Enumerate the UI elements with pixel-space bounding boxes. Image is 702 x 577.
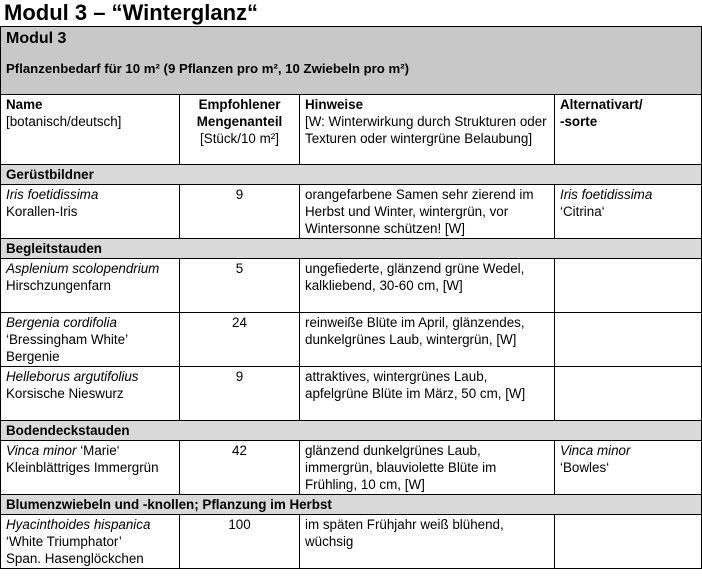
cell-alt [555,441,702,495]
page-title: Modul 3 – “Winterglanz“ [4,0,259,25]
botanical-with-cultivar [6,442,174,459]
header-qty-title-1: Empfohlener [198,97,281,112]
requirement-text: Pflanzenbedarf für 10 m² (9 Pflanzen pro m², 10 Zwiebeln pro m²) [6,61,410,76]
header-qty-title-2: Mengenanteil [196,114,283,129]
section-row [1,239,702,259]
section-title: Gerüstbildner [1,165,702,185]
cell-name [1,259,180,313]
botanical-name: Iris foetidissima [6,187,99,202]
cell-notes: glänzend dunkelgrünes Laub, immergrün, blauviolette Blüte im Frühling, 10 cm, [W] [300,441,555,495]
cultivar-name: ‘White Triumphator’ [6,534,122,549]
header-alt-title-1: Alternativart/ [560,97,643,112]
german-name: Hirschzungenfarn [6,278,111,293]
table-row [1,441,702,495]
cell-notes: ungefiederte, glänzend grüne Wedel, kalkliebend, 30-60 cm, [W] [300,259,555,313]
german-name: Korallen-Iris [6,204,78,219]
header-alt [555,95,702,165]
cell-qty: 100 [180,515,300,569]
header-name-title: Name [6,97,43,112]
alt-botanical: Iris foetidissima [560,187,653,202]
german-name: Span. Hasenglöckchen [6,551,144,566]
table-row [1,185,702,239]
alt-cultivar: ‘Bowles‘ [560,460,610,475]
botanical-name: Bergenia cordifolia [6,315,117,330]
cell-name [1,515,180,569]
section-row [1,165,702,185]
alt-botanical: Vinca minor [560,443,631,458]
modul-header-row [1,27,702,95]
cell-alt [555,313,702,367]
header-notes-sub: [W: Winterwirkung durch Strukturen oder Texturen oder wintergrüne Belaubung] [305,114,547,146]
cell-qty: 24 [180,313,300,367]
cell-notes: reinweiße Blüte im April, glänzendes, dunkelgrünes Laub, wintergrün, [W] [300,313,555,367]
cell-name [1,441,180,495]
section-row [1,421,702,441]
botanical-name: Asplenium scolopendrium [6,261,160,276]
cell-alt [555,515,702,569]
german-name: Bergenie [6,349,60,364]
cell-alt [555,367,702,421]
plant-table [0,26,702,569]
cell-notes: im späten Frühjahr weiß blühend, wüchsig [300,515,555,569]
header-name [1,95,180,165]
modul-header-cell [1,27,702,95]
header-qty-sub: [Stück/10 m²] [200,131,279,146]
cell-name [1,313,180,367]
cell-name [1,185,180,239]
cell-notes: orangefarbene Samen sehr zierend im Herbst und Winter, wintergrün, vor Wintersonne schützen! [W] [300,185,555,239]
cell-qty: 9 [180,367,300,421]
cultivar-name: ‘Bressingham White’ [6,332,129,347]
cell-name [1,367,180,421]
header-notes-title: Hinweise [305,97,364,112]
header-alt-title-2: -sorte [560,114,598,129]
cell-alt [555,259,702,313]
cell-qty: 9 [180,185,300,239]
column-header-row [1,95,702,165]
header-notes [300,95,555,165]
table-row [1,515,702,569]
cell-qty: 5 [180,259,300,313]
botanical-name: Hyacinthoides hispanica [6,517,151,532]
cell-qty: 42 [180,441,300,495]
cell-notes: attraktives, wintergrünes Laub, apfelgrüne Blüte im März, 50 cm, [W] [300,367,555,421]
section-title: Begleitstauden [1,239,702,259]
german-name: Korsische Nieswurz [6,386,124,401]
german-name: Kleinblättriges Immergrün [6,460,159,475]
section-row [1,495,702,515]
cultivar-name: ‘Marie‘ [80,443,120,458]
cell-alt [555,185,702,239]
header-name-sub: [botanisch/deutsch] [6,114,122,129]
table-row [1,259,702,313]
modul-label: Modul 3 [6,30,67,47]
section-title: Blumenzwiebeln und -knollen; Pflanzung im Herbst [1,495,702,515]
table-row [1,367,702,421]
section-title: Bodendeckstauden [1,421,702,441]
header-qty [180,95,300,165]
botanical-name: Helleborus argutifolius [6,369,139,384]
botanical-name: Vinca minor [6,443,77,458]
alt-cultivar: ‘Citrina‘ [560,204,605,219]
table-row [1,313,702,367]
